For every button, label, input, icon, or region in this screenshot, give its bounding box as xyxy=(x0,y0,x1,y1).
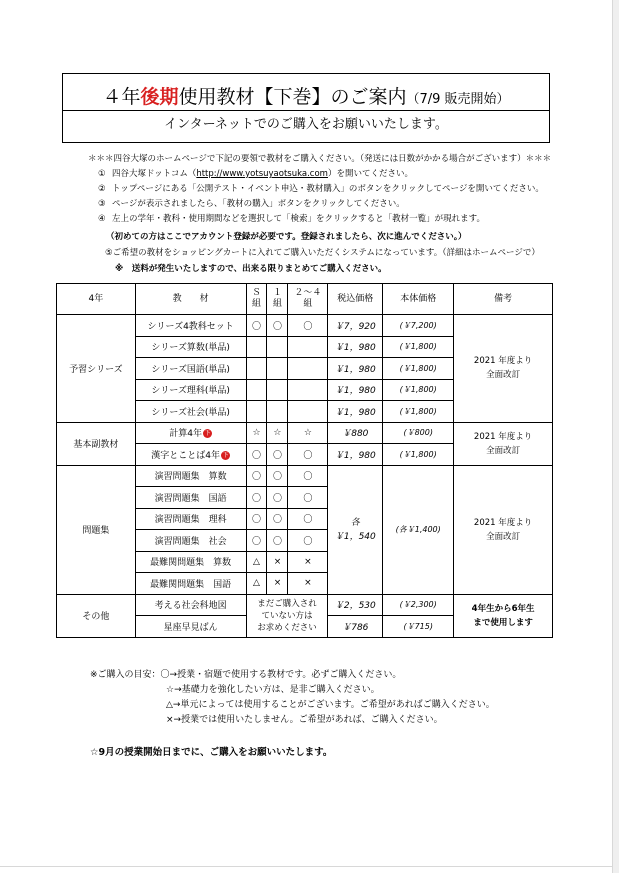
header-class-s: Ｓ 組 xyxy=(246,284,267,315)
material-name: 漢字とことば4年 下 xyxy=(135,444,246,466)
material-name: 最難関問題集 算数 xyxy=(135,551,246,573)
group-label: 問題集 xyxy=(57,465,136,594)
material-name: 演習問題集 算数 xyxy=(135,465,246,487)
class-1-mark xyxy=(267,379,288,401)
intro-step-1: ① 四谷大塚ドットコム（http://www.yotsuyaotsuka.com）を開いてください。 xyxy=(98,169,413,179)
table-row xyxy=(57,465,553,487)
table-header-row xyxy=(57,284,553,315)
tax-price: ￥1，980 xyxy=(328,444,383,466)
header-grade: 4年 xyxy=(57,284,136,315)
title-highlight: 後期 xyxy=(140,86,179,108)
intro-step-4: ④ 左上の学年・教科・使用期間などを選択して「検索」をクリックすると「教材一覧」が現れます。 xyxy=(98,214,485,224)
group-note: 2021 年度より 全面改訂 xyxy=(454,465,553,594)
class-1-mark: × xyxy=(267,551,288,573)
intro-step-5: ⑤ご希望の教材をショッピングカートに入れてご購入いただくシステムになっています。（詳細はホームページで） xyxy=(105,248,540,258)
intro-step-3: ③ ページが表示されましたら、「教材の購入」ボタンをクリックしてください。 xyxy=(98,199,405,209)
class-2-4-mark xyxy=(288,401,328,423)
class-2-4-mark xyxy=(288,336,328,358)
class-1-mark xyxy=(267,358,288,380)
group-label: 予習シリーズ xyxy=(57,315,136,423)
header-material: 教 材 xyxy=(135,284,246,315)
page-edge-bottom xyxy=(0,866,613,867)
class-s-mark: 〇 xyxy=(246,508,267,530)
class-2-4-mark: 〇 xyxy=(288,487,328,509)
class-s-mark xyxy=(246,336,267,358)
material-name: 考える社会科地図 xyxy=(135,594,246,616)
lower-volume-badge: 下 xyxy=(222,451,229,459)
class-s-mark xyxy=(246,379,267,401)
group-note: 4年生から6年生 まで使用します xyxy=(454,594,553,637)
base-price: (￥1,800) xyxy=(383,379,454,401)
material-name: 最難関問題集 国語 xyxy=(135,573,246,595)
class-s-mark: △ xyxy=(246,573,267,595)
class-s-mark: 〇 xyxy=(246,530,267,552)
lower-volume-badge: 下 xyxy=(204,430,211,438)
class-2-4-mark: × xyxy=(288,551,328,573)
class-2-4-mark: 〇 xyxy=(288,315,328,337)
tax-price: ￥1，980 xyxy=(328,401,383,423)
class-1-mark: 〇 xyxy=(267,444,288,466)
group-note: 2021 年度より 全面改訂 xyxy=(454,315,553,423)
class-2-4-mark xyxy=(288,358,328,380)
group-label: その他 xyxy=(57,594,136,637)
tax-price: ￥1，980 xyxy=(328,379,383,401)
base-price: (￥7,200) xyxy=(383,315,454,337)
final-note: ☆9月の授業開始日までに、ご購入をお願いいたします。 xyxy=(90,747,333,758)
class-2-4-mark: 〇 xyxy=(288,444,328,466)
class-s-mark xyxy=(246,358,267,380)
base-price: (￥715) xyxy=(383,616,454,638)
class-2-4-mark: ☆ xyxy=(288,422,328,444)
class-s-mark: 〇 xyxy=(246,444,267,466)
material-name: シリーズ社会(単品) xyxy=(135,401,246,423)
intro-shipping-note: ※ 送料が発生いたしますので、出来る限りまとめてご購入ください。 xyxy=(115,264,387,274)
class-1-mark: 〇 xyxy=(267,508,288,530)
base-price: (￥800) xyxy=(383,422,454,444)
header-note: 備考 xyxy=(454,284,553,315)
title-internet-line: インターネットでのご購入をお願いいたします。 xyxy=(164,117,448,132)
material-name: 演習問題集 理科 xyxy=(135,508,246,530)
intro-first-note: （初めての方はここでアカウント登録が必要です。登録されましたら、次に進んでください。） xyxy=(106,232,467,242)
class-s-mark: △ xyxy=(246,551,267,573)
class-1-mark: ☆ xyxy=(267,422,288,444)
tax-price: ￥880 xyxy=(328,422,383,444)
class-1-mark: 〇 xyxy=(267,487,288,509)
title-sub: （7/9 販売開始） xyxy=(406,92,510,107)
material-name: シリーズ4教科セット xyxy=(135,315,246,337)
header-base-price: 本体価格 xyxy=(383,284,454,315)
table-row xyxy=(57,594,553,616)
class-1-mark: 〇 xyxy=(267,315,288,337)
class-1-mark: × xyxy=(267,573,288,595)
base-price: (￥1,800) xyxy=(383,444,454,466)
class-s-mark: ☆ xyxy=(246,422,267,444)
tax-price: ￥7，920 xyxy=(328,315,383,337)
class-1-mark xyxy=(267,401,288,423)
class-1-mark: 〇 xyxy=(267,465,288,487)
tax-price: ￥786 xyxy=(328,616,383,638)
header-class-1: １ 組 xyxy=(267,284,288,315)
class-s-mark: 〇 xyxy=(246,465,267,487)
base-price: (￥1,800) xyxy=(383,401,454,423)
material-name: シリーズ理科(単品) xyxy=(135,379,246,401)
material-name: 星座早見ばん xyxy=(135,616,246,638)
group-label: 基本副教材 xyxy=(57,422,136,465)
legend-cross: ×→授業では使用いたしません。ご希望があれば、ご購入ください。 xyxy=(166,715,443,725)
material-name: シリーズ算数(単品) xyxy=(135,336,246,358)
title-row xyxy=(63,84,549,111)
tax-price: ￥1，980 xyxy=(328,336,383,358)
class-2-4-mark: 〇 xyxy=(288,465,328,487)
title-main: 使用教材【下巻】のご案内 xyxy=(178,86,407,108)
tax-price-each: 各 ￥1，540 xyxy=(328,465,383,594)
intro-heading: ＊＊＊四谷大塚のホームページで下記の要領で教材をご購入ください。（発送には日数がかかる場合がございます）＊＊＊ xyxy=(88,154,552,164)
class-2-4-mark xyxy=(288,379,328,401)
materials-table xyxy=(56,283,553,638)
intro-step-2: ② トップページにある「公開テスト・イベント申込・教材購入」のボタンをクリックしてページを開いてください。 xyxy=(98,184,544,194)
class-2-4-mark: 〇 xyxy=(288,508,328,530)
group-note: 2021 年度より 全面改訂 xyxy=(454,422,553,465)
tax-price: ￥1，980 xyxy=(328,358,383,380)
legend-triangle: △→単元によっては使用することがございます。ご希望があればご購入ください。 xyxy=(166,700,495,710)
class-2-4-mark: 〇 xyxy=(288,530,328,552)
header-class-2-4: ２〜４ 組 xyxy=(288,284,328,315)
class-1-mark: 〇 xyxy=(267,530,288,552)
table-row xyxy=(57,315,553,337)
purchase-note-merged: まだご購入され ていない方は お求めください xyxy=(246,594,328,637)
base-price: (￥1,800) xyxy=(383,336,454,358)
table-row xyxy=(57,422,553,444)
class-1-mark xyxy=(267,336,288,358)
material-name: シリーズ国語(単品) xyxy=(135,358,246,380)
class-s-mark: 〇 xyxy=(246,315,267,337)
class-s-mark xyxy=(246,401,267,423)
material-name: 演習問題集 国語 xyxy=(135,487,246,509)
legend-intro: ※ご購入の目安：〇→授業・宿題で使用する教材です。必ずご購入ください。 xyxy=(90,670,402,680)
base-price-each: (各￥1,400) xyxy=(383,465,454,594)
base-price: (￥1,800) xyxy=(383,358,454,380)
base-price: (￥2,300) xyxy=(383,594,454,616)
tax-price: ￥2，530 xyxy=(328,594,383,616)
page-shadow xyxy=(613,0,619,873)
material-name: 計算4年 下 xyxy=(135,422,246,444)
header-tax-price: 税込価格 xyxy=(328,284,383,315)
title-box xyxy=(62,73,550,143)
site-link[interactable]: http://www.yotsuyaotsuka.com xyxy=(196,169,328,179)
class-s-mark: 〇 xyxy=(246,487,267,509)
material-name: 演習問題集 社会 xyxy=(135,530,246,552)
class-2-4-mark: × xyxy=(288,573,328,595)
legend-star: ☆→基礎力を強化したい方は、是非ご購入ください。 xyxy=(166,685,380,695)
title-prefix: ４年 xyxy=(102,86,141,108)
